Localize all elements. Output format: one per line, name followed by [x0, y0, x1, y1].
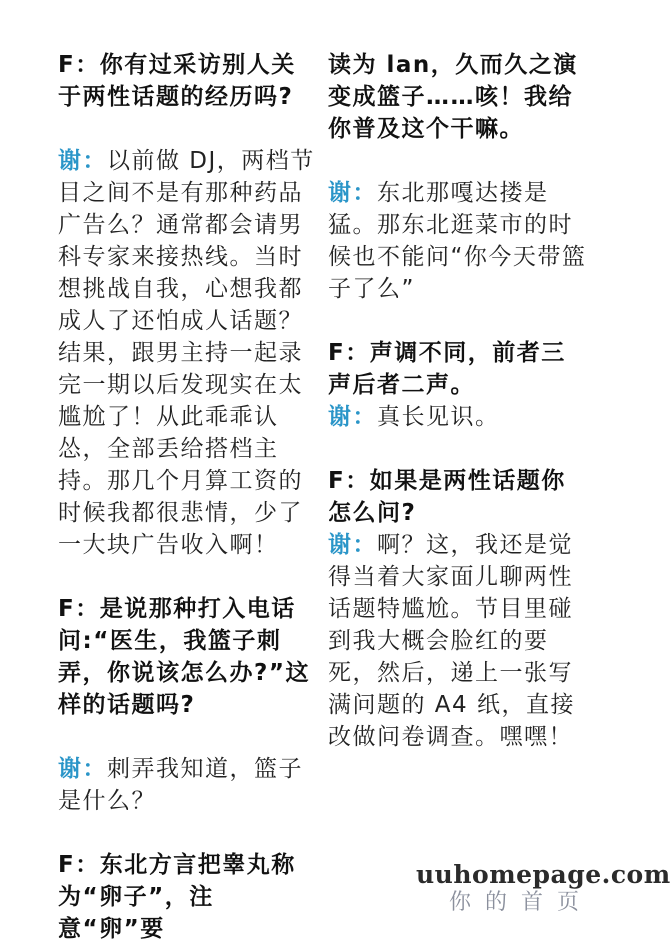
question-block [328, 337, 590, 401]
answer-block [58, 753, 320, 817]
watermark-url: uuhomepage.com [416, 860, 671, 889]
speaker-label: 谢： [328, 532, 377, 558]
question-continuation [328, 49, 590, 145]
answer-text: 东北那嘎达搂是猛。那东北逛菜市的时候也不能问“你今天带篮子了么” [328, 180, 587, 302]
speaker-label: 谢： [58, 148, 107, 174]
speaker-label: 谢： [328, 404, 377, 430]
question-block [58, 593, 320, 721]
question-block [58, 849, 320, 945]
speaker-label: F： [58, 596, 100, 622]
speaker-label: 谢： [58, 756, 107, 782]
question-text: 是说那种打入电话问:“医生，我篮子刺弄，你说该怎么办?”这样的话题吗? [58, 596, 310, 718]
speaker-label: F： [328, 468, 370, 494]
answer-block [58, 145, 320, 561]
speaker-label: F： [328, 340, 370, 366]
answer-text: 真长见识。 [377, 404, 500, 430]
question-text: 声调不同，前者三声后者二声。 [328, 340, 566, 398]
speaker-label: 谢： [328, 180, 377, 206]
answer-block [328, 529, 590, 753]
answer-block [328, 401, 590, 433]
question-text: 你有过采访别人关于两性话题的经历吗? [58, 52, 296, 110]
answer-block [328, 177, 590, 305]
site-watermark [416, 860, 671, 916]
answer-text: 以前做 DJ，两档节目之间不是有那种药品广告么？通常都会请男科专家来接热线。当时想挑战自我，心想我都成人了还怕成人话题？结果，跟男主持一起录完一期以后发现实在太尴尬了！从此乖乖认怂，全部丢给搭档主持。那几个月算工资的时候我都很悲情，少了一大块广告收入啊！ [58, 148, 315, 558]
question-text: 如果是两性话题你怎么问? [328, 468, 566, 526]
watermark-chinese: 你的首页 [448, 890, 593, 915]
answer-text: 啊？这，我还是觉得当着大家面儿聊两性话题特尴尬。节目里碰到我大概会脸红的要死，然后，递上一张写满问题的 A4 纸，直接改做问卷调查。嘿嘿！ [328, 532, 575, 750]
left-column [58, 49, 320, 945]
answer-text: 刺弄我知道，篮子是什么？ [58, 756, 303, 814]
right-column [328, 49, 590, 785]
question-text: 读为 lan，久而久之演变成篮子……咳！我给你普及这个干嘛。 [328, 52, 578, 142]
question-block [328, 465, 590, 529]
question-text: 东北方言把睾丸称为“卵子”，注意“卵”要 [58, 852, 296, 942]
speaker-label: F： [58, 52, 100, 78]
speaker-label: F： [58, 852, 100, 878]
question-block [58, 49, 320, 113]
